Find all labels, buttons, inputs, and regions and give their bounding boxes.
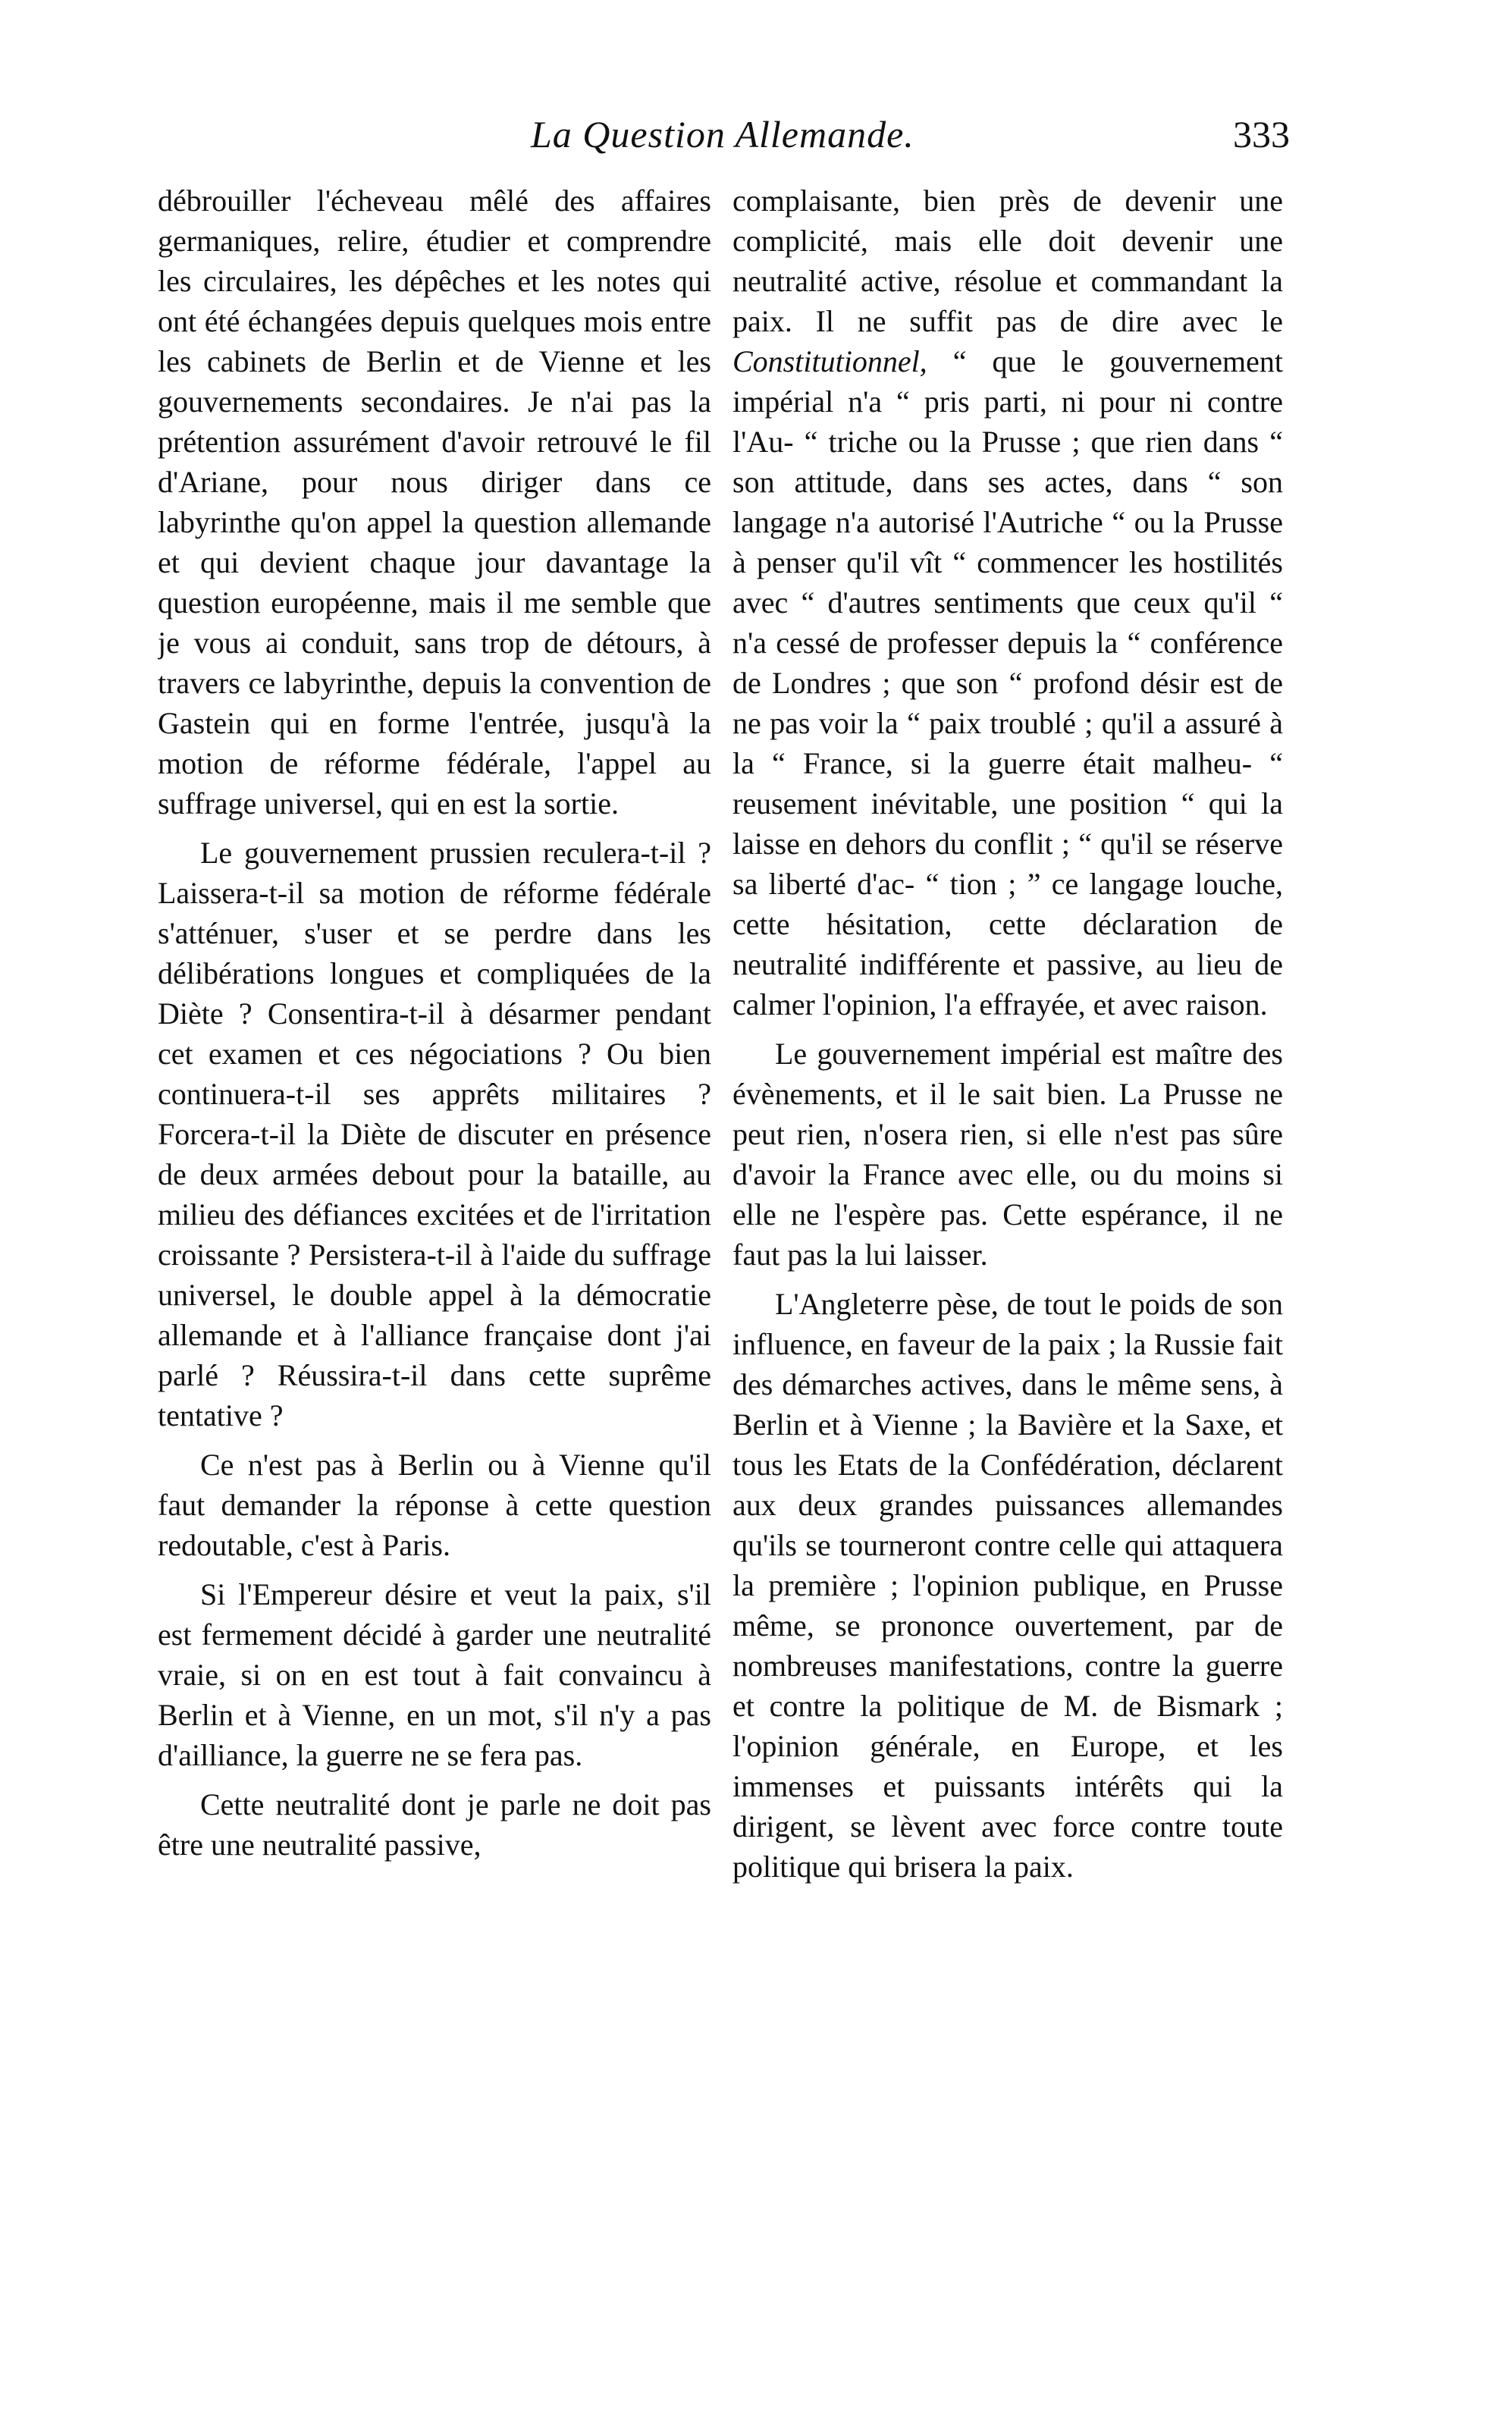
paragraph: Le gouvernement prussien reculera-t-il ? Laissera-t-il sa motion de réforme fédérale s'atténuer, s'user et se perdre dans les délibérations longues et compliquées de la Diète ? Consentira-t-il à désarmer pendant cet examen et ces négociations ? Ou bien continuera-t-il ses apprêts militaires ? Forcera-t-il la Diète de discuter en présence de deux armées debout pour la bataille, au milieu des défiances excitées et de l'irritation croissante ? Persistera-t-il à l'aide du suffrage universel, le double appel à la démocratie allemande et à l'alliance française dont j'ai parlé ? Réussira-t-il dans cette suprême tentative ? xyxy=(158,836,711,1432)
page-number: 333 xyxy=(1233,113,1290,155)
newspaper-name: Constitutionnel, xyxy=(732,344,927,378)
left-column xyxy=(158,180,711,2304)
paragraph-text: complaisante, bien près de devenir une complicité, mais elle doit devenir une neutralité active, résolue et commandant la paix. Il ne suffit pas de dire avec le xyxy=(732,184,1283,338)
paragraph: Cette neutralité dont je parle ne doit pas être une neutralité passive, xyxy=(158,1787,711,1862)
paragraph: L'Angleterre pèse, de tout le poids de son influence, en faveur de la paix ; la Russie fait des démarches actives, dans le même sens, à Berlin et à Vienne ; la Bavière et la Saxe, et tous les Etats de la Confédération, déclarent aux deux grandes puissances allemandes qu'ils se tourneront contre celle qui attaquera la première ; l'opinion publique, en Prusse même, se prononce ouvertement, par de nombreuses manifestations, contre la guerre et contre la politique de M. de Bismark ; l'opinion générale, en Europe, et les immenses et puissants intérêts qui la dirigent, se lèvent avec force contre toute politique qui brisera la paix. xyxy=(732,1287,1283,1884)
paragraph: Ce n'est pas à Berlin ou à Vienne qu'il faut demander la réponse à cette question redoutable, c'est à Paris. xyxy=(158,1448,711,1562)
paragraph: débrouiller l'écheveau mêlé des affaires germaniques, relire, étudier et comprendre les circulaires, les dépêches et les notes qui ont été échangées depuis quelques mois entre les cabinets de Berlin et de Vienne et les gouvernements secondaires. Je n'ai pas la prétention assurément d'avoir retrouvé le fil d'Ariane, pour nous diriger dans ce labyrinthe qu'on appel la question allemande et qui devient chaque jour davantage la question européenne, mais il me semble que je vous ai conduit, sans trop de détours, à travers ce labyrinthe, depuis la convention de Gastein qui en forme l'entrée, jusqu'à la motion de réforme fédérale, l'appel au suffrage universel, qui en est la sortie. xyxy=(158,184,711,820)
quotation-text: “ que le gouvernement impérial n'a “ pris parti, ni pour ni contre l'Au- “ triche ou la Prusse ; que rien dans “ son attitude, dans ses actes, dans “ son langage n'a autorisé l'Autriche “ ou la Prusse à penser qu'il vît “ commencer les hostilités avec “ d'autres sentiments que ceux qu'il “ n'a cessé de professer depuis la “ conférence de Londres ; que son “ profond désir est de ne pas voir la “ paix troublé ; qu'il a assuré à la “ France, si la guerre était malheu- “ reusement inévitable, une position “ qui la laisse en dehors du conflit ; “ qu'il se réserve sa liberté d'ac- “ tion ; ” ce langage louche, cette hésitation, cette déclaration de neutralité indifférente et passive, au lieu de calmer l'opinion, l'a effrayée, et avec raison. xyxy=(732,344,1283,1021)
paragraph: Si l'Empereur désire et veut la paix, s'il est fermement décidé à garder une neutralité vraie, si on en est tout à fait convaincu à Berlin et à Vienne, en un mot, s'il n'y a pas d'ailliance, la guerre ne se fera pas. xyxy=(158,1577,711,1772)
paragraph xyxy=(732,180,1283,1024)
running-title: La Question Allemande. xyxy=(531,113,914,155)
right-column xyxy=(732,180,1283,2304)
paragraph: Le gouvernement impérial est maître des évènements, et il le sait bien. La Prusse ne peut rien, n'osera rien, si elle n'est pas sûre d'avoir la France avec elle, ou du moins si elle ne l'espère pas. Cette espérance, il ne faut pas la lui laisser. xyxy=(732,1037,1283,1272)
